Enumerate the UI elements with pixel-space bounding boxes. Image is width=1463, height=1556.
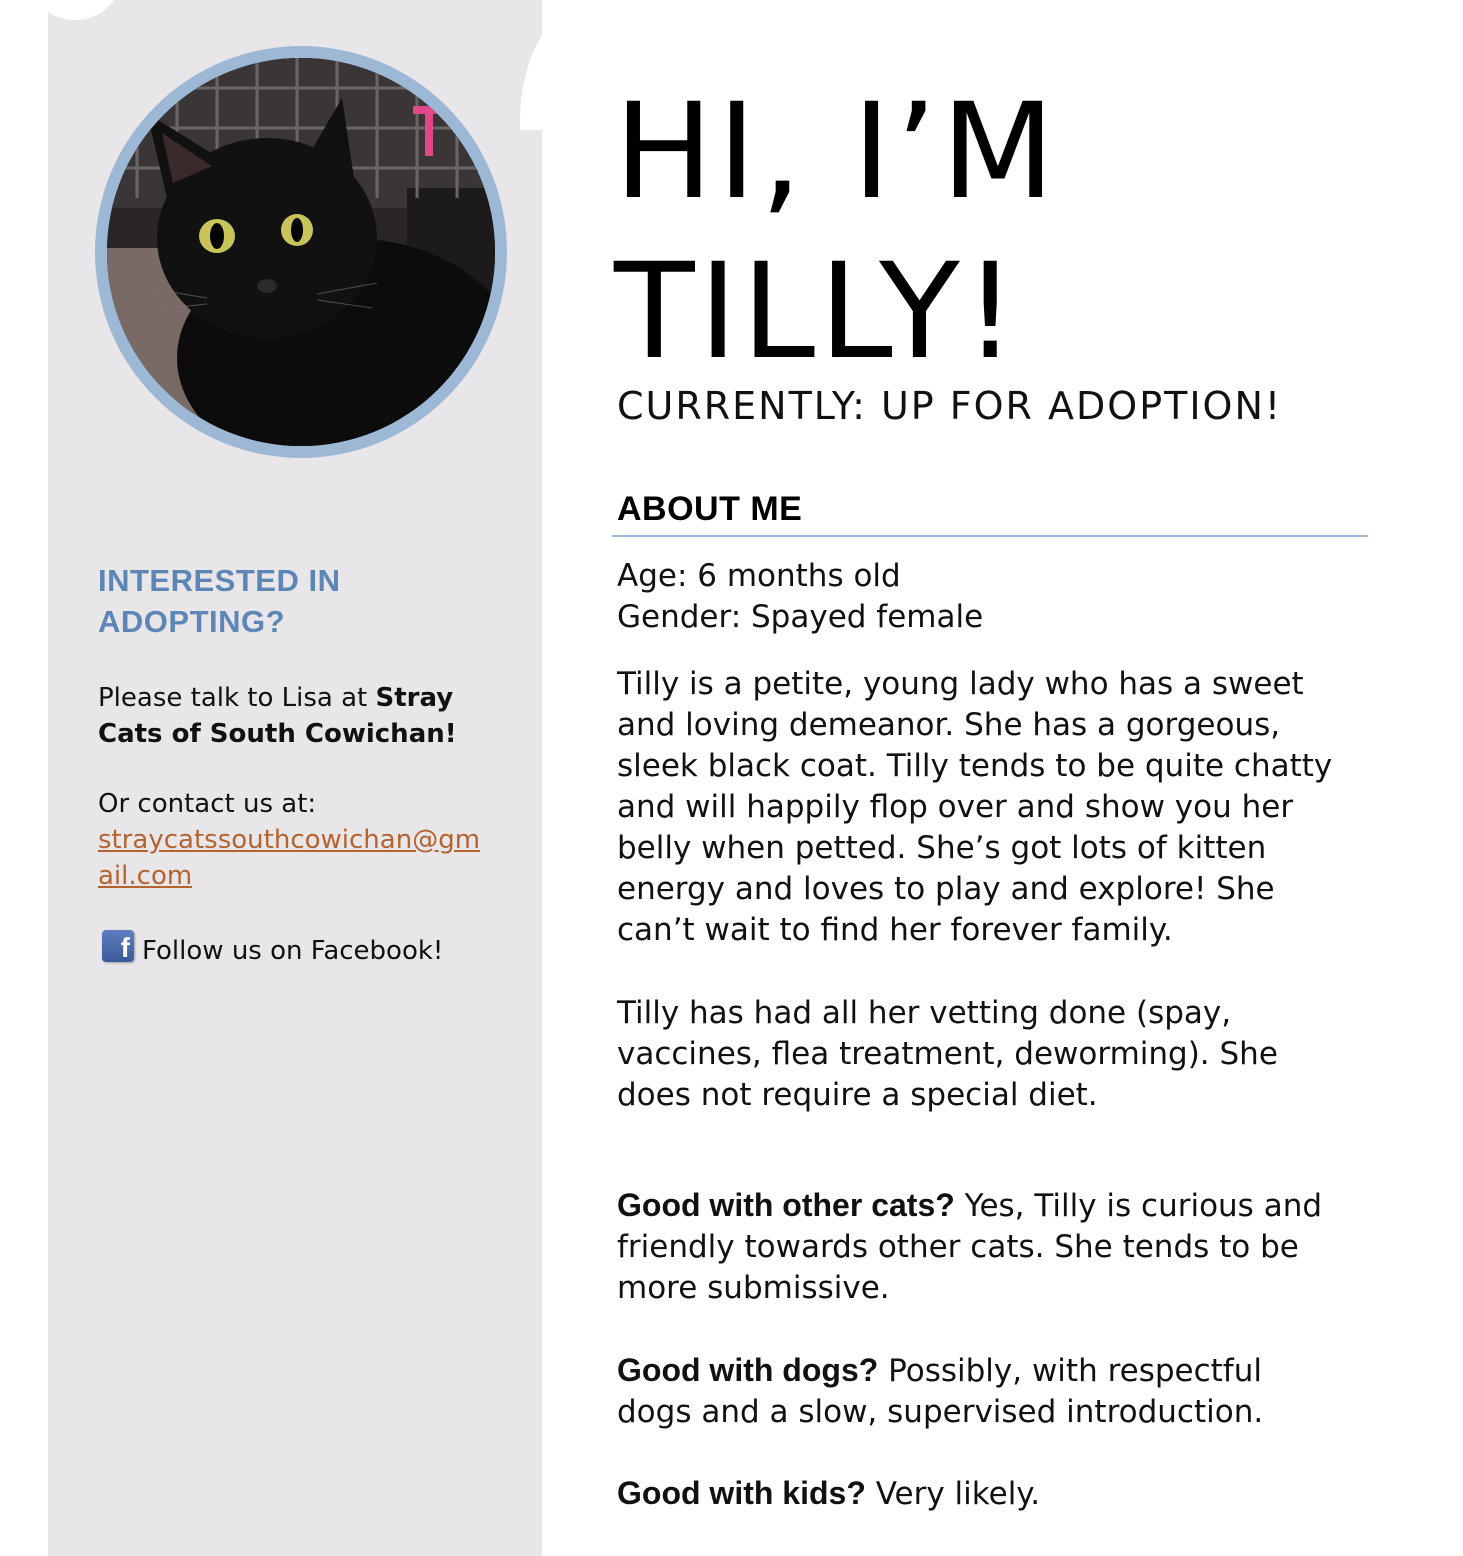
- vetting-info: [617, 993, 1377, 1116]
- vetting-line: vaccines, flea treatment, deworming). She: [617, 1036, 1278, 1072]
- cats-answer: friendly towards other cats. She tends to be: [617, 1229, 1299, 1265]
- org-name: Stray Cats of South Cowichan!: [98, 683, 457, 749]
- email-link[interactable]: straycatssouthcowichan@gmail.com: [98, 825, 481, 891]
- description-line: Tilly is a petite, young lady who has a sweet: [617, 666, 1304, 702]
- title-line-2: TILLY!: [614, 235, 1021, 389]
- contact-instructions: [98, 680, 498, 752]
- talk-prefix: Please talk to Lisa at: [98, 683, 376, 713]
- contact-label: Or contact us at:: [98, 789, 317, 819]
- cats-compatibility: [617, 1185, 1377, 1309]
- dogs-answer: Possibly, with respectful: [878, 1353, 1262, 1389]
- cats-question: Good with other cats?: [617, 1187, 955, 1223]
- description-line: can’t wait to find her forever family.: [617, 912, 1173, 948]
- vetting-line: Tilly has had all her vetting done (spay,: [617, 995, 1232, 1031]
- kids-answer: Very likely.: [865, 1476, 1041, 1512]
- cat-photo: [107, 58, 495, 446]
- description-line: belly when petted. She’s got lots of kitten: [617, 830, 1267, 866]
- facebook-row[interactable]: [102, 930, 443, 966]
- cat-photo-frame: [95, 46, 507, 458]
- description-line: energy and loves to play and explore! She: [617, 871, 1275, 907]
- adopt-heading: INTERESTED IN ADOPTING?: [98, 563, 341, 639]
- description-line: sleek black coat. Tilly tends to be quite chatty: [617, 748, 1333, 784]
- page-title: [614, 72, 1414, 392]
- cats-answer: more submissive.: [617, 1270, 890, 1306]
- description-line: and will happily flop over and show you her: [617, 789, 1294, 825]
- description: [617, 664, 1377, 951]
- dogs-question: Good with dogs?: [617, 1352, 879, 1388]
- contact-block: [98, 786, 498, 894]
- basic-info: [617, 556, 1377, 638]
- dogs-answer: dogs and a slow, supervised introduction.: [617, 1394, 1264, 1430]
- gender-text: Gender: Spayed female: [617, 599, 984, 635]
- vetting-line: does not require a special diet.: [617, 1077, 1098, 1113]
- facebook-label[interactable]: Follow us on Facebook!: [142, 936, 444, 966]
- cats-answer: Yes, Tilly is curious and: [954, 1188, 1323, 1224]
- title-line-1: HI, I’M: [614, 75, 1059, 229]
- about-divider: [612, 535, 1368, 537]
- about-heading: ABOUT ME: [617, 490, 803, 528]
- kids-question: Good with kids?: [617, 1475, 866, 1511]
- facebook-icon[interactable]: f: [102, 930, 134, 962]
- dogs-compatibility: [617, 1350, 1377, 1433]
- adoption-status: CURRENTLY: UP FOR ADOPTION!: [617, 384, 1283, 428]
- age-text: Age: 6 months old: [617, 558, 901, 594]
- kids-compatibility: [617, 1473, 1377, 1515]
- description-line: and loving demeanor. She has a gorgeous,: [617, 707, 1281, 743]
